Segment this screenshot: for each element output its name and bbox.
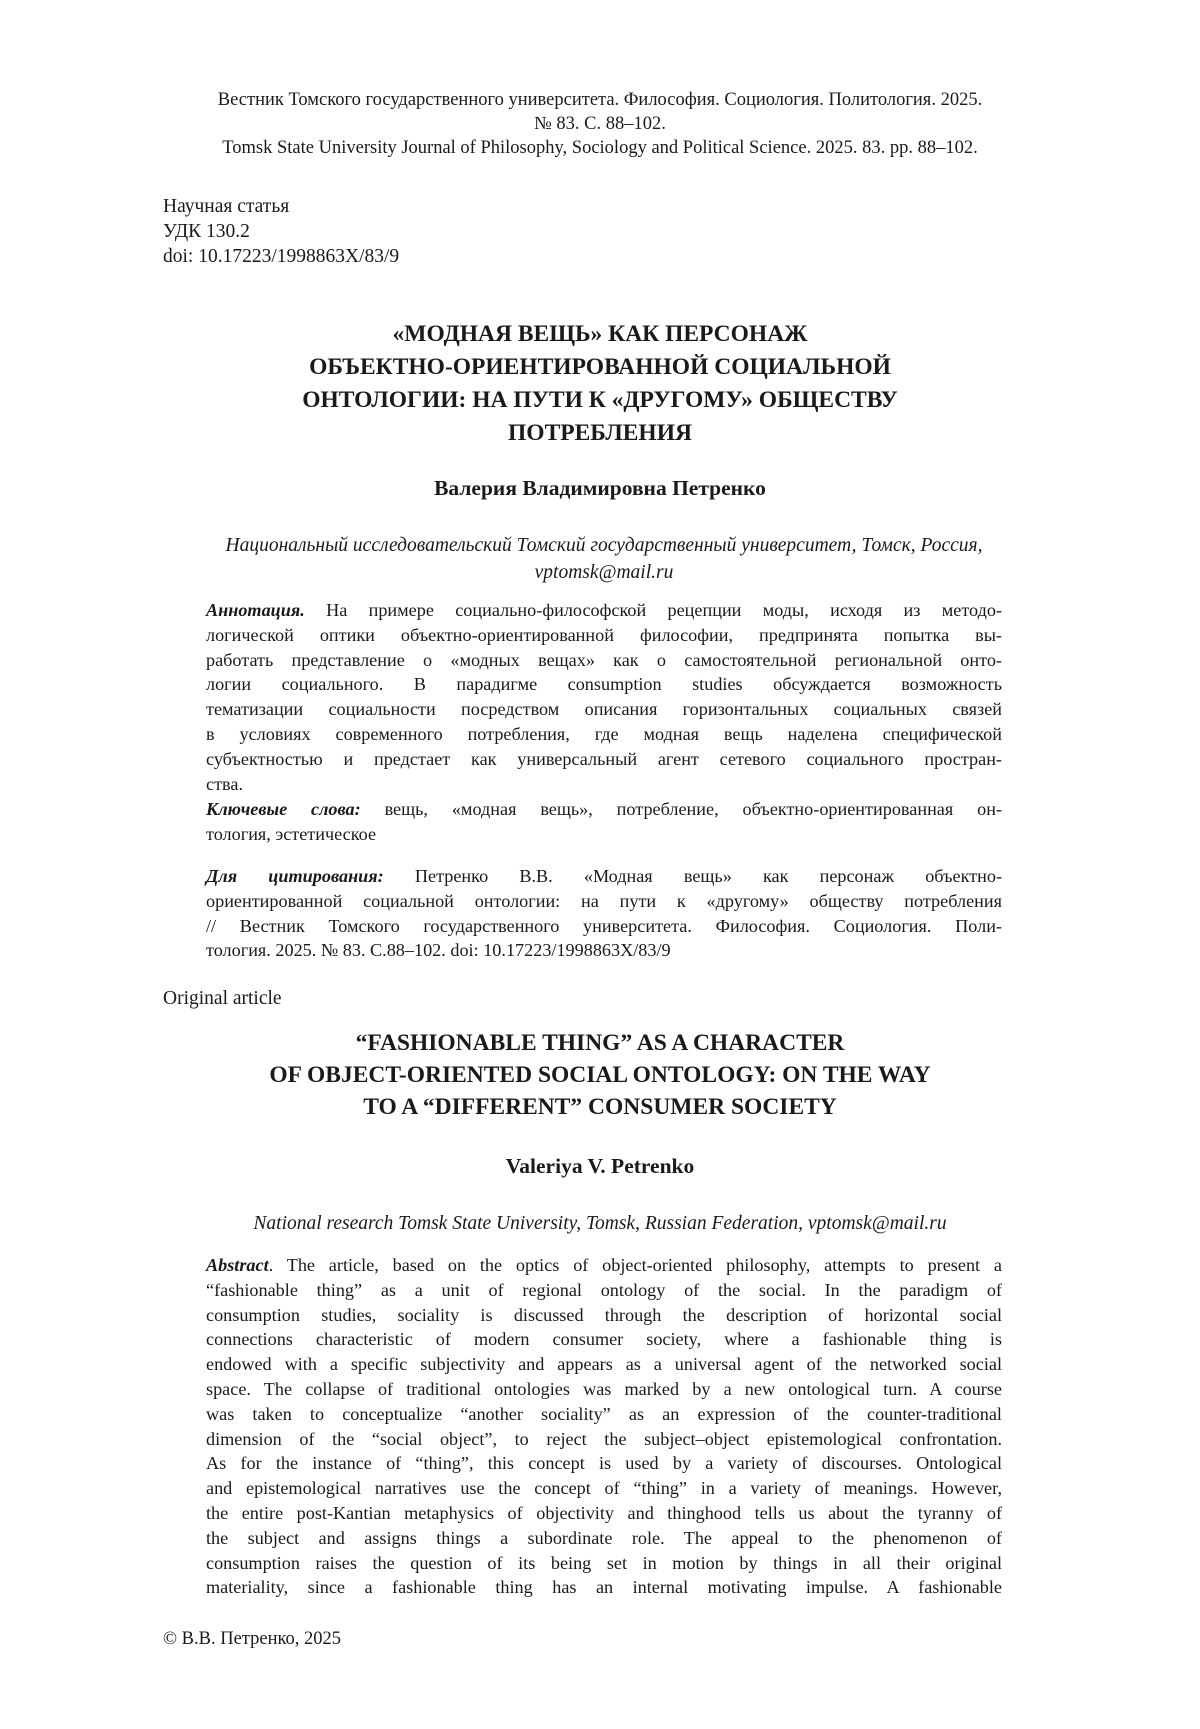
affiliation-line: Национальный исследовательский Томский государственный университет, Томск, Россия, (225, 535, 983, 556)
original-article-label: Original article (163, 988, 282, 1009)
abstract-line: space. The collapse of traditional ontologies was marked by a new ontological turn. A course (206, 1378, 1002, 1399)
title-line: OF OBJECT-ORIENTED SOCIAL ONTOLOGY: ON THE WAY (269, 1062, 931, 1088)
title-line: TO A “DIFFERENT” CONSUMER SOCIETY (363, 1094, 837, 1120)
citation-line: // Вестник Томского государственного университета. Философия. Социология. Поли- (206, 915, 1002, 936)
abstract-line: логии социального. В парадигме consumption studies обсуждается возможность (206, 674, 1002, 695)
keywords-line: Ключевые слова: вещь, «модная вещь», потребление, объектно-ориентированная он- (206, 799, 1002, 819)
abstract-line: тематизации социальности посредством описания горизонтальных социальных связей (206, 699, 1002, 720)
copyright: © В.В. Петренко, 2025 (163, 1629, 342, 1649)
journal-header (150, 88, 1050, 160)
abstract-line: субъектностью и предстает как универсальный агент сетевого социального простран- (206, 748, 1002, 769)
doi: doi: 10.17223/1998863X/83/9 (163, 246, 400, 267)
abstract-line: работать представление о «модных вещах» как о самостоятельной региональной онто- (206, 649, 1002, 670)
title-line: “FASHIONABLE THING” AS A CHARACTER (355, 1030, 845, 1056)
author-en: Valeriya V. Petrenko (505, 1154, 695, 1178)
journal-line: Tomsk State University Journal of Philosophy, Sociology and Political Science. 2025. 83. pp. 88–102. (222, 138, 978, 158)
title-line: «МОДНАЯ ВЕЩЬ» КАК ПЕРСОНАЖ (392, 321, 808, 347)
abstract-line: consumption raises the question of its being set in motion by things in all their original (206, 1552, 1002, 1573)
abstract-line: Abstract. The article, based on the optics of object-oriented philosophy, attempts to present a (206, 1255, 1002, 1275)
keywords-label: Ключевые слова: (206, 799, 361, 819)
keywords-line: тология, эстетическое (206, 823, 377, 844)
abstract-label: Abstract (206, 1255, 269, 1275)
citation-line: ориентированной социальной онтологии: на пути к «другому» обществу потребления (206, 890, 1002, 911)
abstract-line: “fashionable thing” as a unit of regional ontology of the social. In the paradigm of (206, 1279, 1002, 1300)
abstract-line: materiality, since a fashionable thing has an internal motivating impulse. A fashionable (206, 1577, 1002, 1598)
author-ru: Валерия Владимировна Петренко (434, 476, 766, 500)
citation-label: Для цитирования: (206, 866, 384, 886)
affiliation-en: National research Tomsk State University, Tomsk, Russian Federation, vptomsk@mail.ru (253, 1213, 947, 1234)
abstract-line: was taken to conceptualize “another sociality” as an expression of the counter-traditional (206, 1403, 1002, 1424)
title-en (150, 1027, 1050, 1123)
abstract-line: логической оптики объектно-ориентированной философии, предпринята попытка вы- (206, 624, 1002, 645)
abstract-line: connections characteristic of modern consumer society, where a fashionable thing is (206, 1329, 1002, 1350)
citation-line: Для цитирования: Петренко В.В. «Модная вещь» как персонаж объектно- (206, 866, 1002, 886)
keywords-ru (206, 797, 1002, 847)
abstract-line: the subject and assigns things a subordinate role. The appeal to the phenomenon of (206, 1527, 1002, 1548)
title-line: ОБЪЕКТНО-ОРИЕНТИРОВАННОЙ СОЦИАЛЬНОЙ (309, 354, 891, 380)
abstract-line: Аннотация. На примере социально-философской рецепции моды, исходя из методо- (206, 600, 1002, 620)
abstract-line: the entire post-Kantian metaphysics of objectivity and thinghood tells us about the tyranny of (206, 1502, 1002, 1523)
udc-code: УДК 130.2 (163, 221, 250, 242)
article-type: Научная статья (163, 196, 290, 217)
citation-ru (206, 864, 1002, 963)
journal-line: Вестник Томского государственного университета. Философия. Социология. Политология. 2025. (217, 90, 983, 110)
title-line: ОНТОЛОГИИ: НА ПУТИ К «ДРУГОМУ» ОБЩЕСТВУ (302, 387, 898, 413)
title-ru (200, 318, 1000, 450)
abstract-line: ства. (206, 773, 243, 794)
abstract-line: dimension of the “social object”, to reject the subject–object epistemological confrontation. (206, 1428, 1002, 1449)
abstract-en (206, 1253, 1002, 1600)
abstract-label: Аннотация. (206, 600, 305, 620)
article-meta (163, 194, 399, 269)
abstract-line: в условиях современного потребления, где модная вещь наделена специфической (206, 723, 1002, 744)
abstract-line: As for the instance of “thing”, this concept is used by a variety of discourses. Ontological (206, 1453, 1002, 1474)
title-line: ПОТРЕБЛЕНИЯ (508, 420, 692, 446)
abstract-ru (206, 598, 1002, 796)
abstract-line: consumption studies, sociality is discussed through the description of horizontal social (206, 1304, 1002, 1325)
journal-line: № 83. С. 88–102. (534, 114, 666, 134)
citation-line: тология. 2025. № 83. С.88–102. doi: 10.17223/1998863X/83/9 (206, 940, 671, 961)
abstract-line: and epistemological narratives use the concept of “thing” in a variety of meanings. However, (206, 1478, 1002, 1499)
affiliation-ru (163, 532, 1045, 586)
abstract-line: endowed with a specific subjectivity and appears as a universal agent of the networked social (206, 1354, 1002, 1375)
email-link[interactable]: vptomsk@mail.ru (534, 562, 674, 583)
